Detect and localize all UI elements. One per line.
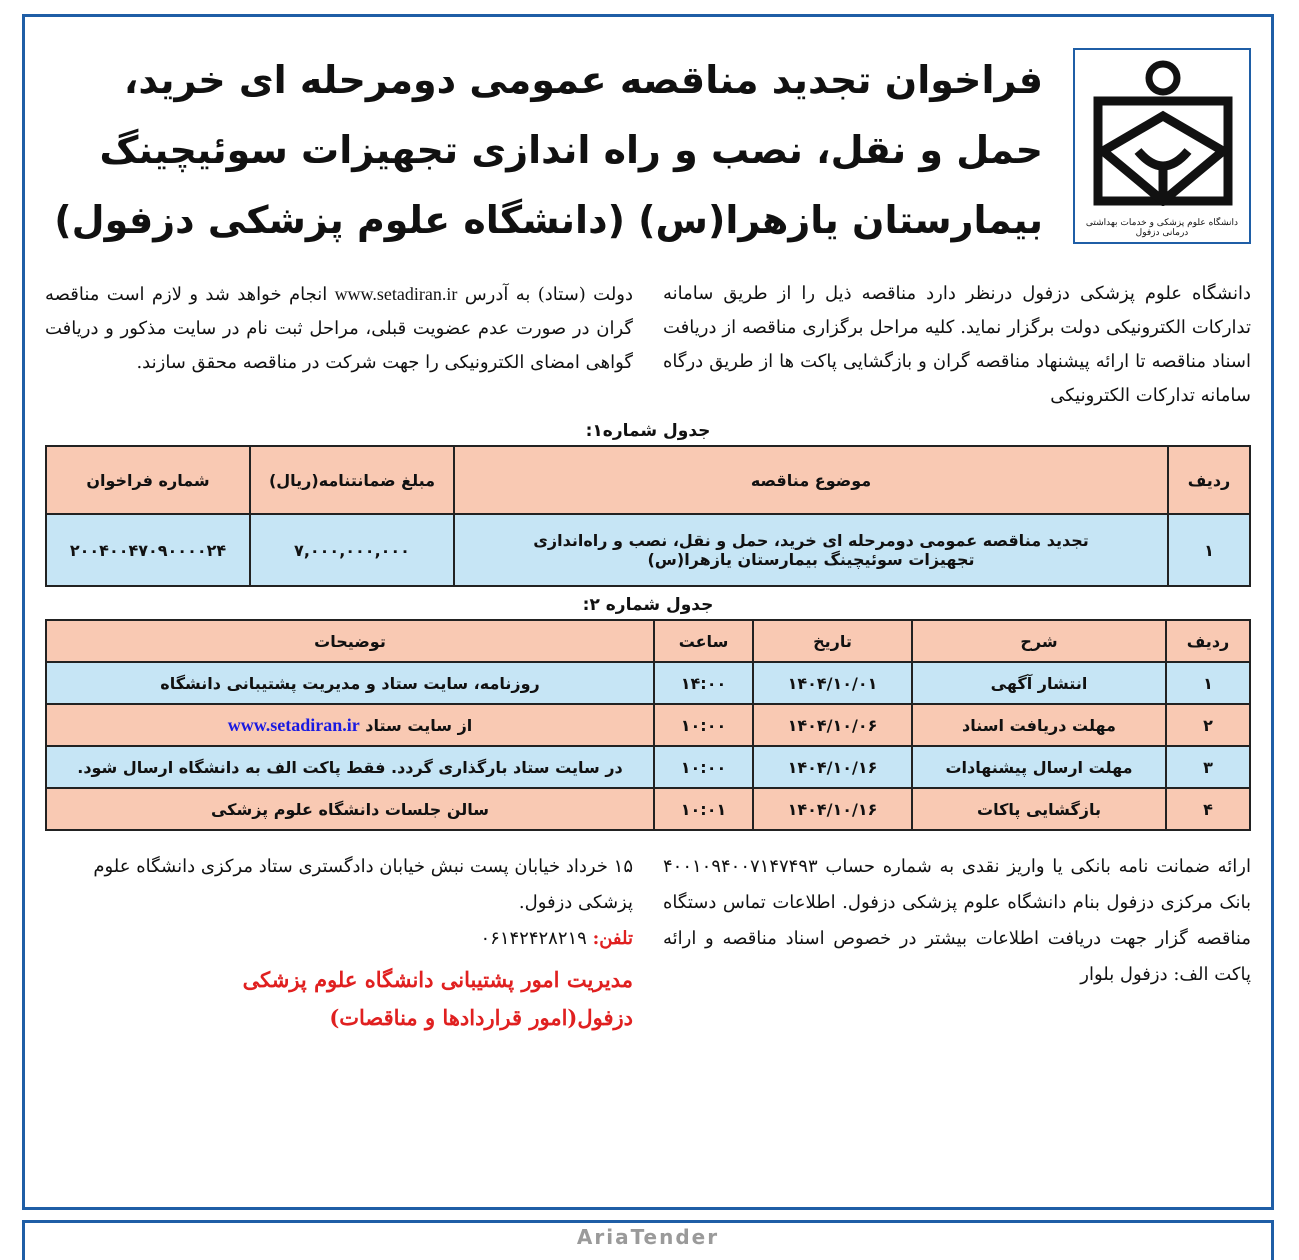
title-line: حمل و نقل، نصب و راه اندازی تجهیزات سوئیچینگ (99, 128, 1043, 172)
cell: ۱۴۰۴/۱۰/۰۶ (753, 704, 912, 746)
phone-line (45, 921, 633, 957)
cell: ۱۰:۰۱ (654, 788, 753, 830)
cell: ۴ (1166, 788, 1250, 830)
signature-line: دزفول(امور قراردادها و مناقصات) (329, 1005, 633, 1030)
cell: سالن جلسات دانشگاه علوم پزشکی (46, 788, 654, 830)
watermark: AriaTender (576, 1225, 720, 1249)
cell-guarantee: ۷,۰۰۰,۰۰۰,۰۰۰ (250, 514, 454, 586)
tender-table (45, 445, 1251, 587)
schedule-table (45, 619, 1251, 831)
emblem-icon (1083, 56, 1243, 206)
phone-number: ۰۶۱۴۲۴۲۸۲۱۹ (480, 928, 587, 949)
table-row (46, 788, 1250, 830)
setad-link[interactable]: www.setadiran.ir (227, 714, 360, 735)
address-text: ۱۵ خرداد خیابان پست نبش خیابان دادگستری ستاد مرکزی دانشگاه علوم پزشکی دزفول. (93, 856, 633, 913)
header-subject: موضوع مناقصه (454, 446, 1168, 514)
university-logo (1073, 48, 1251, 244)
intro-left (45, 277, 633, 413)
table2-caption: جدول شماره ۲: (582, 595, 714, 615)
signature-line: مدیریت امور پشتیبانی دانشگاه علوم پزشکی (242, 967, 633, 992)
cell: بازگشایی پاکات (912, 788, 1166, 830)
cell (46, 704, 654, 746)
cell: ۱۰:۰۰ (654, 704, 753, 746)
phone-label: تلفن: (592, 928, 633, 949)
page-title (45, 45, 1043, 255)
logo-caption: دانشگاه علوم پزشکی و خدمات بهداشتی درمانی دزفول (1085, 218, 1239, 238)
intro-text: انجام خواهد شد و لازم است مناقصه گران در صورت عدم عضویت قبلی، مراحل ثبت نام در سایت مذکور و دریافت گواهی امضای الکترونیکی را جهت شرکت در مناقصه محقق سازند. (45, 284, 633, 373)
cell: ۳ (1166, 746, 1250, 788)
header-date: تاریخ (753, 620, 912, 662)
cell: ۲ (1166, 704, 1250, 746)
header-guarantee: مبلغ ضمانتنامه(ریال) (250, 446, 454, 514)
signature (45, 961, 633, 1037)
cell: ۱۴۰۴/۱۰/۰۱ (753, 662, 912, 704)
header-row-num: ردیف (1166, 620, 1250, 662)
cell: ۱۴۰۴/۱۰/۱۶ (753, 746, 912, 788)
header-notes: توضیحات (46, 620, 654, 662)
cell: مهلت دریافت اسناد (912, 704, 1166, 746)
title-line: فراخوان تجدید مناقصه عمومی دومرحله ای خرید، (123, 58, 1043, 102)
cell-text: از سایت ستاد (365, 715, 473, 735)
table1-caption: جدول شماره۱: (585, 421, 711, 441)
cell-subject: تجدید مناقصه عمومی دومرحله ای خرید، حمل و نقل، نصب و راه‌اندازی تجهیزات سوئیچینگ بیمارستان یازهرا(س) (454, 514, 1168, 586)
header-time: ساعت (654, 620, 753, 662)
cell: ۱۴۰۴/۱۰/۱۶ (753, 788, 912, 830)
cell: مهلت ارسال پیشنهادات (912, 746, 1166, 788)
cell: روزنامه، سایت ستاد و مدیریت پشتیبانی دانشگاه (46, 662, 654, 704)
bottom-section (45, 849, 1251, 1037)
table-row (46, 662, 1250, 704)
address-block (45, 849, 633, 1037)
ad-frame (22, 14, 1274, 1210)
cell: ۱۰:۰۰ (654, 746, 753, 788)
header-call-number: شماره فراخوان (46, 446, 250, 514)
intro-text: دولت (ستاد) به آدرس (457, 284, 634, 305)
cell-row-num: ۱ (1168, 514, 1250, 586)
next-ad-frame (22, 1220, 1274, 1260)
header-row-num: ردیف (1168, 446, 1250, 514)
header-description: شرح (912, 620, 1166, 662)
table-row (46, 746, 1250, 788)
title-line: بیمارستان یازهرا(س) (دانشگاه علوم پزشکی دزفول) (54, 198, 1043, 242)
table-row (46, 704, 1250, 746)
cell: ۱۴:۰۰ (654, 662, 753, 704)
setad-link[interactable]: www.setadiran.ir (334, 284, 458, 304)
intro-right: دانشگاه علوم پزشکی دزفول درنظر دارد مناقصه ذیل را از طریق سامانه تدارکات الکترونیکی دولت برگزار نماید. کلیه مراحل برگزاری مناقصه از دریافت اسناد مناقصه تا ارائه پیشنهاد مناقصه گران و بازگشایی پاکت ها از طریق درگاه سامانه تدارکات الکترونیکی (663, 283, 1251, 406)
cell: ۱ (1166, 662, 1250, 704)
header (45, 45, 1251, 255)
cell: در سایت ستاد بارگذاری گردد. فقط پاکت الف به دانشگاه ارسال شود. (46, 746, 654, 788)
cell-call-number: ۲۰۰۴۰۰۴۷۰۹۰۰۰۰۲۴ (46, 514, 250, 586)
guarantee-info: ارائه ضمانت نامه بانکی یا واریز نقدی به شماره حساب ۴۰۰۱۰۹۴۰۰۷۱۴۷۴۹۳ بانک مرکزی دزفول بنام دانشگاه علوم پزشکی دزفول. اطلاعات تماس دستگاه مناقصه گزار جهت دریافت اطلاعات بیشتر در خصوص اسناد مناقصه و ارائه پاکت الف: دزفول بلوار (663, 856, 1251, 985)
cell: انتشار آگهی (912, 662, 1166, 704)
intro (45, 277, 1251, 413)
table-row (46, 514, 1250, 586)
